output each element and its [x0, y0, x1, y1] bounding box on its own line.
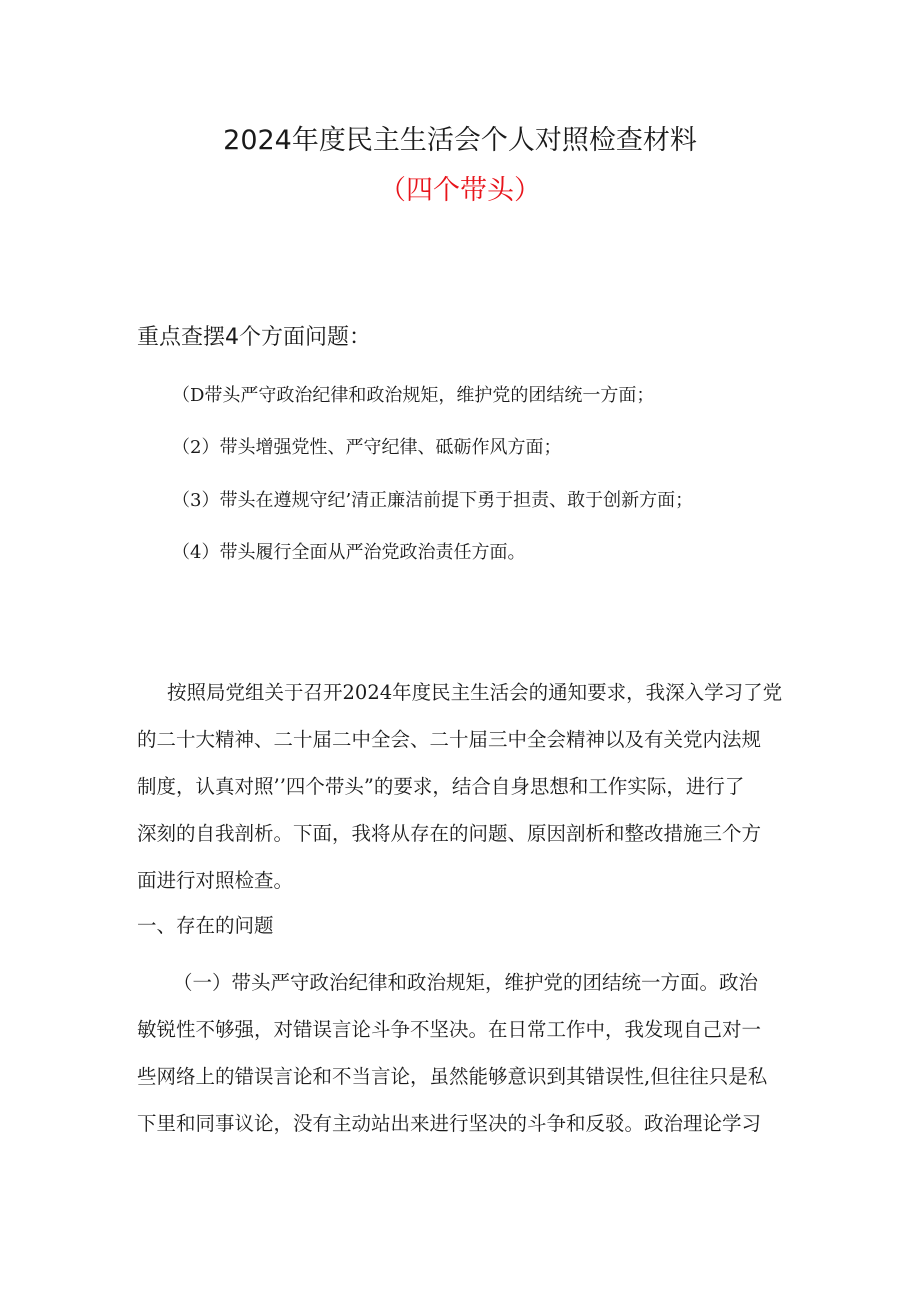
intro-paragraph — [137, 669, 787, 904]
focus-heading: 重点查摆4个方面问题： — [137, 325, 371, 350]
section-one-paragraph — [137, 959, 787, 1147]
intro-line-1: 按照局党组关于召开2024年度民主生活会的通知要求，我深入学习了党 — [167, 681, 783, 704]
document-title: 2024年度民主生活会个人对照检查材料 — [223, 125, 697, 156]
intro-line-2: 的二十大精神、二十届二中全会、二十届三中全会精神以及有关党内法规 — [137, 728, 762, 751]
document-subtitle: （四个带头） — [379, 175, 541, 206]
intro-line-4: 深刻的自我剖析。下面，我将从存在的问题、原因剖析和整改措施三个方 — [137, 822, 762, 845]
intro-line-5: 面进行对照检查。 — [137, 869, 294, 892]
intro-line-3: 制度，认真对照’’四个带头”的要求，结合自身思想和工作实际，进行了 — [137, 775, 745, 798]
section-one-line-4: 下里和同事议论，没有主动站出来进行坚决的斗争和反驳。政治理论学习 — [137, 1112, 762, 1135]
section-one-line-3: 些网络上的错误言论和不当言论，虽然能够意识到其错误性,但往往只是私 — [137, 1065, 768, 1088]
focus-item-4: （4）带头履行全面从严治党政治责任方面。 — [172, 542, 526, 563]
focus-item-2: （2）带头增强党性、严守纪律、砥砺作风方面； — [172, 437, 562, 458]
section-one-heading: 一、存在的问题 — [137, 914, 274, 937]
focus-item-3: （3）带头在遵规守纪’清正廉洁前提下勇于担责、敢于创新方面； — [172, 490, 694, 511]
focus-item-1: （D带头严守政治纪律和政治规矩，维护党的团结统一方面； — [172, 385, 655, 406]
section-one-line-1: （一）带头严守政治纪律和政治规矩，维护党的团结统一方面。政治 — [173, 971, 759, 994]
section-one-line-2: 敏锐性不够强，对错误言论斗争不坚决。在日常工作中，我发现自己对一 — [137, 1018, 762, 1041]
